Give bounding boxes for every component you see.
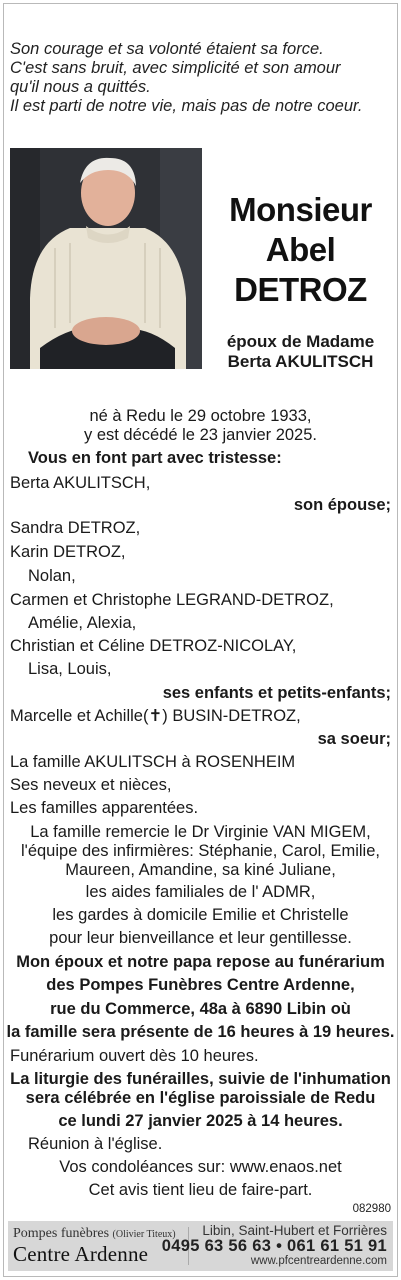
quote-line: C'est sans bruit, avec simplicité et son amour [10, 59, 341, 77]
funerarium-line: Mon époux et notre papa repose au funérarium [16, 953, 385, 971]
family-member: Ses neveux et nièces, [10, 776, 172, 794]
thanks-line: La famille remercie le Dr Virginie VAN MIGEM, [30, 823, 371, 841]
funerarium-line: des Pompes Funèbres Centre Ardenne, [46, 976, 355, 994]
funeral-home-type [13, 1226, 176, 1242]
funerarium-hours: Funérarium ouvert dès 10 heures. [10, 1047, 259, 1065]
family-role: ses enfants et petits-enfants; [162, 684, 391, 702]
reference-number: 082980 [352, 1203, 391, 1215]
announcers-heading: Vous en font part avec tristesse: [28, 449, 282, 467]
thanks-line: les aides familiales de l' ADMR, [85, 883, 316, 901]
funeral-home-phones: 0495 63 56 63 • 061 61 51 91 [161, 1237, 387, 1255]
family-member: Les familles apparentées. [10, 799, 199, 817]
funerarium-line: la famille sera présente de 16 heures à 19 heures. [6, 1023, 395, 1041]
family-member: Berta AKULITSCH, [10, 474, 151, 492]
thanks-line: l'équipe des infirmières: Stéphanie, Carol, Emilie, [21, 842, 380, 860]
funeral-home-label: Pompes funèbres [13, 1226, 110, 1241]
spouse-info [208, 332, 393, 372]
funerarium-line: rue du Commerce, 48a à 6890 Libin où [50, 1000, 351, 1018]
quote-line: qu'il nous a quittés. [10, 78, 151, 96]
liturgy-line: ce lundi 27 janvier 2025 à 14 heures. [58, 1112, 343, 1130]
family-role: son épouse; [293, 496, 391, 514]
family-member: Marcelle et Achille(✝) BUSIN-DETROZ, [10, 707, 301, 725]
spouse-line: époux de Madame [226, 332, 375, 351]
deceased-name [208, 190, 393, 310]
family-member: Nolan, [28, 567, 76, 585]
family-member: Christian et Céline DETROZ-NICOLAY, [10, 637, 297, 655]
family-member: La famille AKULITSCH à ROSENHEIM [10, 753, 296, 771]
deceased-last-name: DETROZ [234, 271, 367, 308]
funeral-home-website[interactable]: www.pfcentreardenne.com [250, 1255, 387, 1267]
thanks-line: les gardes à domicile Emilie et Christelle [52, 906, 349, 924]
death-line: y est décédé le 23 janvier 2025. [84, 426, 317, 444]
funeral-home-locations: Libin, Saint-Hubert et Forrières [202, 1223, 387, 1238]
liturgy-line: La liturgie des funérailles, suivie de l'inhumation [10, 1070, 391, 1088]
deceased-first-name: Abel [265, 231, 336, 268]
portrait-photo [10, 148, 202, 369]
funeral-home-owner: (Olivier Titeux) [112, 1229, 176, 1240]
thanks-line: pour leur bienveillance et leur gentillesse. [49, 929, 352, 947]
thanks-line: Maureen, Amandine, sa kiné Juliane, [65, 861, 336, 879]
family-member: Amélie, Alexia, [28, 614, 137, 632]
family-member: Carmen et Christophe LEGRAND-DETROZ, [10, 591, 334, 609]
family-member: Sandra DETROZ, [10, 519, 141, 537]
quote-line: Son courage et sa volonté étaient sa force. [10, 40, 324, 58]
deceased-title: Monsieur [229, 191, 372, 228]
spouse-line: Berta AKULITSCH [227, 352, 374, 371]
liturgy-line: sera célébrée en l'église paroissiale de Redu [25, 1089, 376, 1107]
family-role: sa soeur; [317, 730, 391, 748]
memorial-quote [10, 40, 390, 116]
funeral-home-name: Centre Ardenne [13, 1242, 149, 1266]
family-member: Lisa, Louis, [28, 660, 112, 678]
funeral-home-footer [8, 1221, 393, 1271]
birth-line: né à Redu le 29 octobre 1933, [89, 407, 312, 425]
quote-line: Il est parti de notre vie, mais pas de notre coeur. [10, 97, 363, 115]
family-member: Karin DETROZ, [10, 543, 126, 561]
notice-line: Cet avis tient lieu de faire-part. [88, 1181, 313, 1199]
reunion-line: Réunion à l'église. [28, 1135, 163, 1153]
condolences-line: Vos condoléances sur: www.enaos.net [59, 1158, 342, 1176]
